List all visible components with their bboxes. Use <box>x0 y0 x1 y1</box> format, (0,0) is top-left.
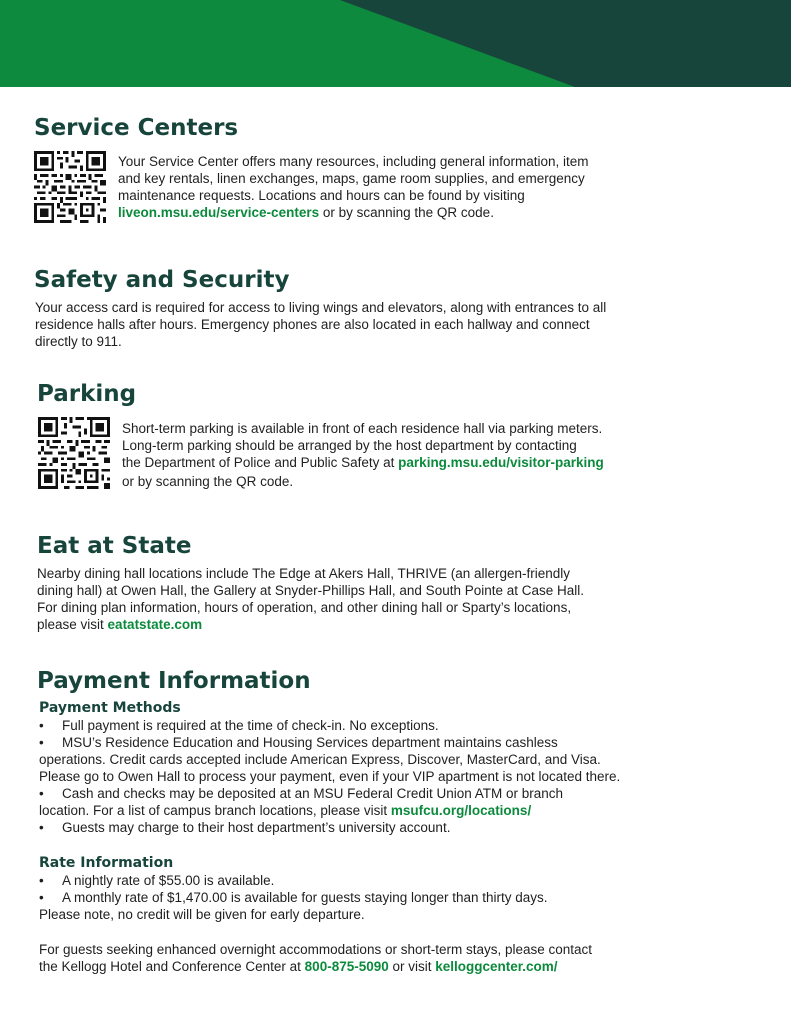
eatatstate-link[interactable]: eatatstate.com <box>107 617 203 632</box>
eat-line-1: Nearby dining hall locations include The Edge at Akers Hall, THRIVE (an allergen-friendly <box>37 566 571 581</box>
payment-method-3-cont <box>39 802 531 819</box>
eat-line-2: dining hall) at Owen Hall, the Gallery at Snyder-Phillips Hall, and South Pointe at Case Hall. <box>37 583 585 598</box>
parking-line-3 <box>122 454 604 471</box>
payment-method-1 <box>39 717 439 734</box>
service-centers-link[interactable]: liveon.msu.edu/service-centers <box>118 205 320 220</box>
eat-line-4-prefix: please visit <box>37 617 108 632</box>
kellogg-center-link[interactable]: kelloggcenter.com/ <box>435 959 558 974</box>
parking-line-4: or by scanning the QR code. <box>122 474 294 489</box>
guest-line-2 <box>39 958 558 975</box>
msufcu-link[interactable]: msufcu.org/locations/ <box>390 803 532 818</box>
payment-method-3-cont-text: location. For a list of campus branch locations, please visit <box>39 803 391 818</box>
parking-line-1: Short-term parking is available in front of each residence hall via parking meters. <box>122 421 603 436</box>
section-title-payment: Payment Information <box>37 668 311 694</box>
payment-method-3 <box>39 785 563 802</box>
guest-line-1: For guests seeking enhanced overnight accommodations or short-term stays, please contact <box>39 942 593 957</box>
bullet: • <box>39 873 44 888</box>
parking-line-2: Long-term parking should be arranged by the host department by contacting <box>122 438 577 453</box>
payment-method-1-text: Full payment is required at the time of check-in. No exceptions. <box>62 718 439 733</box>
header-banner <box>0 0 791 87</box>
service-centers-line-2: and key rentals, linen exchanges, maps, game room supplies, and emergency <box>118 171 585 186</box>
kellogg-phone-link[interactable]: 800-875-5090 <box>304 959 389 974</box>
safety-line-2: residence halls after hours. Emergency phones are also located in each hallway and connect <box>35 317 590 332</box>
payment-method-2-cont-2: Please go to Owen Hall to process your payment, even if your VIP apartment is not located there. <box>39 769 621 784</box>
rate-information-heading: Rate Information <box>39 855 174 871</box>
service-centers-line-1: Your Service Center offers many resources, including general information, item <box>118 154 589 169</box>
bullet: • <box>39 786 44 801</box>
rate-2 <box>39 889 548 906</box>
section-title-parking: Parking <box>37 381 137 407</box>
rate-1-text: A nightly rate of $55.00 is available. <box>62 873 275 888</box>
section-title-eat-at-state: Eat at State <box>37 533 192 559</box>
service-centers-line-3: maintenance requests. Locations and hours can be found by visiting <box>118 188 525 203</box>
guest-line-2-mid: or visit <box>388 959 436 974</box>
guest-line-2-prefix: the Kellogg Hotel and Conference Center at <box>39 959 305 974</box>
bullet: • <box>39 890 44 905</box>
bullet: • <box>39 735 44 750</box>
eat-line-3: For dining plan information, hours of operation, and other dining hall or Sparty’s locations, <box>37 600 572 615</box>
payment-method-2-cont-1: operations. Credit cards accepted include American Express, Discover, MasterCard, and Visa. <box>39 752 601 767</box>
payment-method-4-text: Guests may charge to their host department’s university account. <box>62 820 451 835</box>
bullet: • <box>39 820 44 835</box>
safety-line-1: Your access card is required for access to living wings and elevators, along with entrances to all <box>35 300 607 315</box>
payment-methods-heading: Payment Methods <box>39 700 181 716</box>
safety-line-3: directly to 911. <box>35 334 122 349</box>
parking-link[interactable]: parking.msu.edu/visitor-parking <box>398 455 604 470</box>
qr-code-icon[interactable] <box>38 417 110 489</box>
bullet: • <box>39 718 44 733</box>
rate-2-text: A monthly rate of $1,470.00 is available for guests staying longer than thirty days. <box>62 890 548 905</box>
section-title-service-centers: Service Centers <box>34 115 239 141</box>
eat-line-4 <box>37 616 202 633</box>
payment-method-2-text: MSU’s Residence Education and Housing Services department maintains cashless <box>62 735 558 750</box>
payment-method-4 <box>39 819 450 836</box>
section-title-safety: Safety and Security <box>34 267 290 293</box>
parking-line-3-prefix: the Department of Police and Public Safety at <box>122 455 399 470</box>
service-centers-link-suffix: or by scanning the QR code. <box>319 205 494 220</box>
rate-1 <box>39 872 274 889</box>
qr-code-icon[interactable] <box>34 151 106 223</box>
early-departure-note: Please note, no credit will be given for early departure. <box>39 907 365 922</box>
payment-method-3-text: Cash and checks may be deposited at an MSU Federal Credit Union ATM or branch <box>62 786 563 801</box>
payment-method-2 <box>39 734 558 751</box>
service-centers-line-4 <box>118 204 494 221</box>
